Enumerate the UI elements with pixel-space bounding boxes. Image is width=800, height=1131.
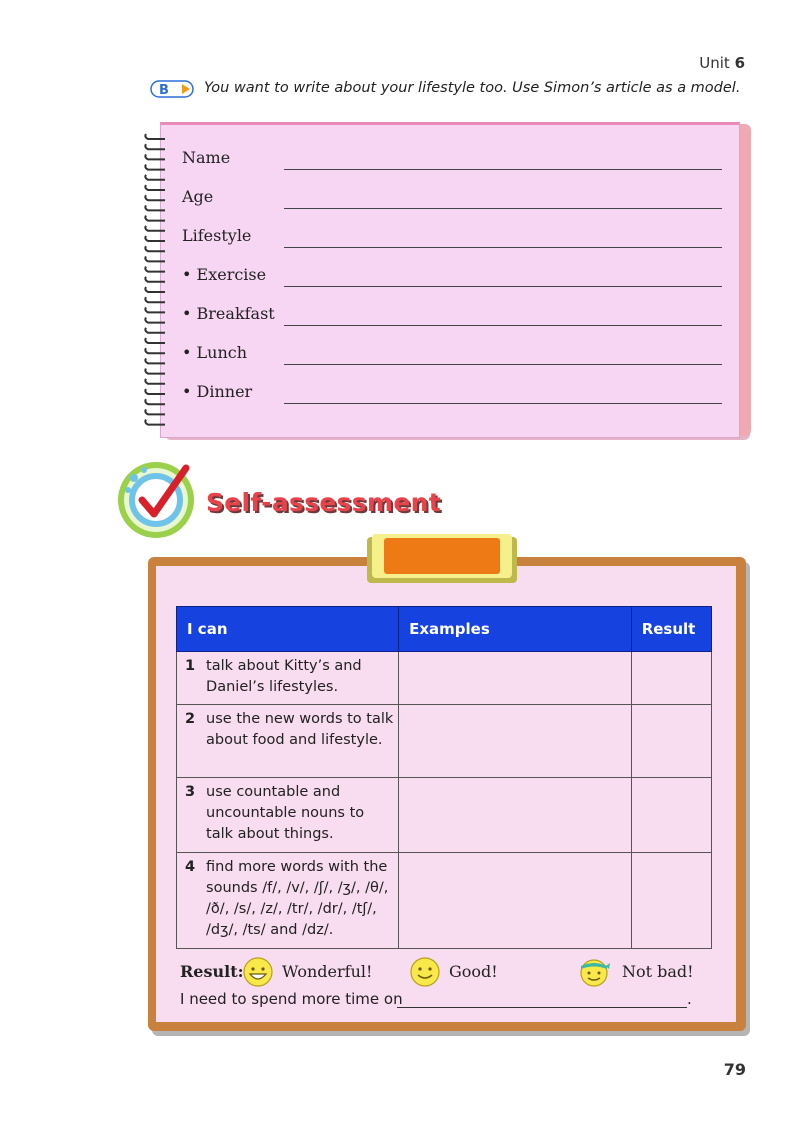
table-row (177, 652, 712, 705)
self-assessment-table (176, 606, 712, 949)
row-number: 3 (177, 778, 203, 853)
smiley-wonderful-icon (242, 956, 274, 988)
field-lifestyle[interactable]: Lifestyle (182, 226, 722, 250)
svg-text:B: B (159, 83, 169, 98)
row-number: 1 (177, 652, 203, 705)
smiley-not-bad-icon (578, 956, 610, 988)
field-dinner[interactable]: • Dinner (182, 382, 722, 406)
write-line[interactable] (284, 403, 722, 404)
table-row (177, 853, 712, 949)
smiley-good-icon (409, 956, 441, 988)
checkmark-badge-icon (114, 456, 198, 540)
result-cell[interactable] (631, 853, 711, 949)
write-line[interactable] (284, 325, 722, 326)
spend-more-time-text: I need to spend more time on (180, 990, 403, 1008)
result-good: Good! (449, 962, 498, 981)
activity-b-badge-icon (150, 80, 194, 98)
row-number: 2 (177, 705, 203, 778)
spend-end: . (687, 990, 692, 1008)
field-lunch[interactable]: • Lunch (182, 343, 722, 367)
spend-more-time-line[interactable] (397, 1007, 687, 1008)
result-legend (180, 960, 700, 988)
self-assessment-title: Self-assessment (206, 488, 441, 517)
table-header-row (177, 607, 712, 652)
row-text: find more words with the sounds /f/, /v/, /ʃ/, /ʒ/, /θ/, /ð/, /s/, /z/, /tr/, /dr/, /tʃ/, /dʒ/, /ts/ and /dz/. (202, 853, 399, 949)
field-age[interactable]: Age (182, 187, 722, 211)
write-line[interactable] (284, 169, 722, 170)
write-line[interactable] (284, 364, 722, 365)
field-exercise[interactable]: • Exercise (182, 265, 722, 289)
result-cell[interactable] (631, 705, 711, 778)
result-cell[interactable] (631, 652, 711, 705)
write-line[interactable] (284, 208, 722, 209)
instruction-text: You want to write about your lifestyle too. Use Simon’s article as a model. (204, 80, 741, 96)
row-text: use the new words to talk about food and lifestyle. (202, 705, 399, 778)
result-label: Result: (180, 962, 244, 981)
examples-cell[interactable] (399, 652, 632, 705)
field-name[interactable]: Name (182, 148, 722, 172)
field-breakfast[interactable]: • Breakfast (182, 304, 722, 328)
examples-cell[interactable] (399, 853, 632, 949)
header-i-can: I can (177, 607, 399, 652)
board-clip-label (384, 538, 500, 574)
write-line[interactable] (284, 247, 722, 248)
result-cell[interactable] (631, 778, 711, 853)
row-text: use countable and uncountable nouns to talk about things. (202, 778, 399, 853)
examples-cell[interactable] (399, 778, 632, 853)
write-line[interactable] (284, 286, 722, 287)
row-text: talk about Kitty’s and Daniel’s lifestyles. (202, 652, 399, 705)
page-number: 79 (723, 1060, 746, 1079)
examples-cell[interactable] (399, 705, 632, 778)
table-row (177, 778, 712, 853)
spiral-binding-icon (143, 130, 169, 430)
result-wonderful: Wonderful! (282, 962, 373, 981)
table-row (177, 705, 712, 778)
row-number: 4 (177, 853, 203, 949)
header-examples: Examples (399, 607, 632, 652)
result-not-bad: Not bad! (622, 962, 694, 981)
header-result: Result (631, 607, 711, 652)
unit-label: Unit 6 (699, 54, 745, 72)
